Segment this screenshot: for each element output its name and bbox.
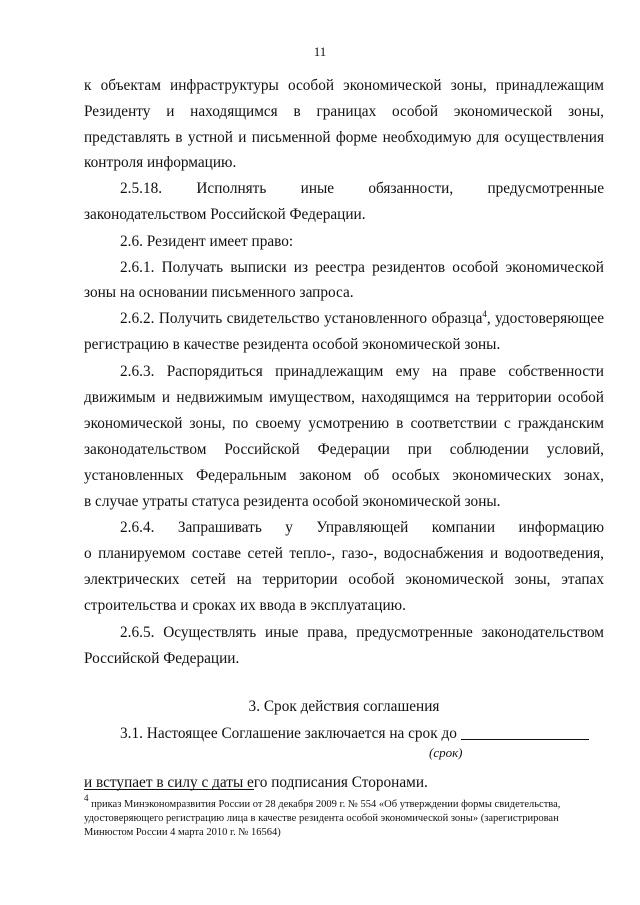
text-line: электрических сетей на территории особой экономической зоны, этапах [84,571,604,588]
text-line: законодательством Российской Федерации. [84,206,366,223]
text-line: о планируемом составе сетей тепло-, газо-, водоснабжения и водоотведения, [84,545,604,562]
text-span: приказ Минэкономразвития России от 28 декабря 2009 г. № 554 «Об утверждении формы свидетельства, [91,799,561,810]
text-line: Российской Федерации. [84,650,240,667]
page-number: 11 [313,44,327,59]
footnote-line [84,793,561,812]
text-line: движимым и недвижимым имуществом, находящимся на территории особой [84,389,604,406]
footnote-line: удостоверяющего регистрацию лица в качестве резидента особой экономической зоны» (зарегистрирован [84,813,559,824]
term-blank-line [461,725,589,740]
text-line: установленных Федеральным законом об особых экономических зонах, [84,467,604,484]
text-line: 2.5.18. Исполнять иные обязанности, предусмотренные [120,180,604,197]
text-span: 3.1. Настоящее Соглашение заключается на срок до [120,725,457,742]
term-caption: (срок) [429,745,463,760]
footnote-ref: 4 [482,309,487,319]
text-span: , удостоверяющее [486,310,604,327]
text-line: 2.6.4. Запрашивать у Управляющей компании информацию [120,519,604,536]
text-line: 2.6.1. Получать выписки из реестра резидентов особой экономической [120,259,604,276]
text-line: контроля информацию. [84,154,237,171]
text-line: 2.6.3. Распорядиться принадлежащим ему на праве собственности [120,363,604,380]
text-line: к объектам инфраструктуры особой экономической зоны, принадлежащим [84,77,604,94]
text-line: строительства и сроках их ввода в эксплуатацию. [84,597,406,614]
text-line: в случае утраты статуса резидента особой экономической зоны. [84,493,501,510]
section-heading: 3. Срок действия соглашения [248,698,440,715]
text-line: 2.6.5. Осуществлять иные права, предусмотренные законодательством [120,624,604,641]
text-line [120,309,604,329]
footnote-divider [84,789,254,790]
text-line: 2.6. Резидент имеет право: [120,233,294,250]
text-line [120,724,604,744]
text-line: представлять в устной и письменной форме необходимую для осуществления [84,129,604,146]
text-line: экономической зоны, по своему усмотрению в соответствии с гражданским [84,415,604,432]
text-line: и вступает в силу с даты его подписания Сторонами. [84,774,428,791]
text-line: Резиденту и находящимся в границах особой экономической зоны, [84,103,604,120]
text-line: регистрацию в качестве резидента особой экономической зоны. [84,336,501,353]
text-line: зоны на основании письменного запроса. [84,284,354,301]
text-span: 2.6.2. Получить свидетельство установленного образца [120,310,483,327]
footnote-number: 4 [84,793,89,803]
text-line: законодательством Российской Федерации при соблюдении условий, [84,441,604,458]
footnote-line: Минюстом России 4 марта 2010 г. № 16564) [84,827,281,838]
